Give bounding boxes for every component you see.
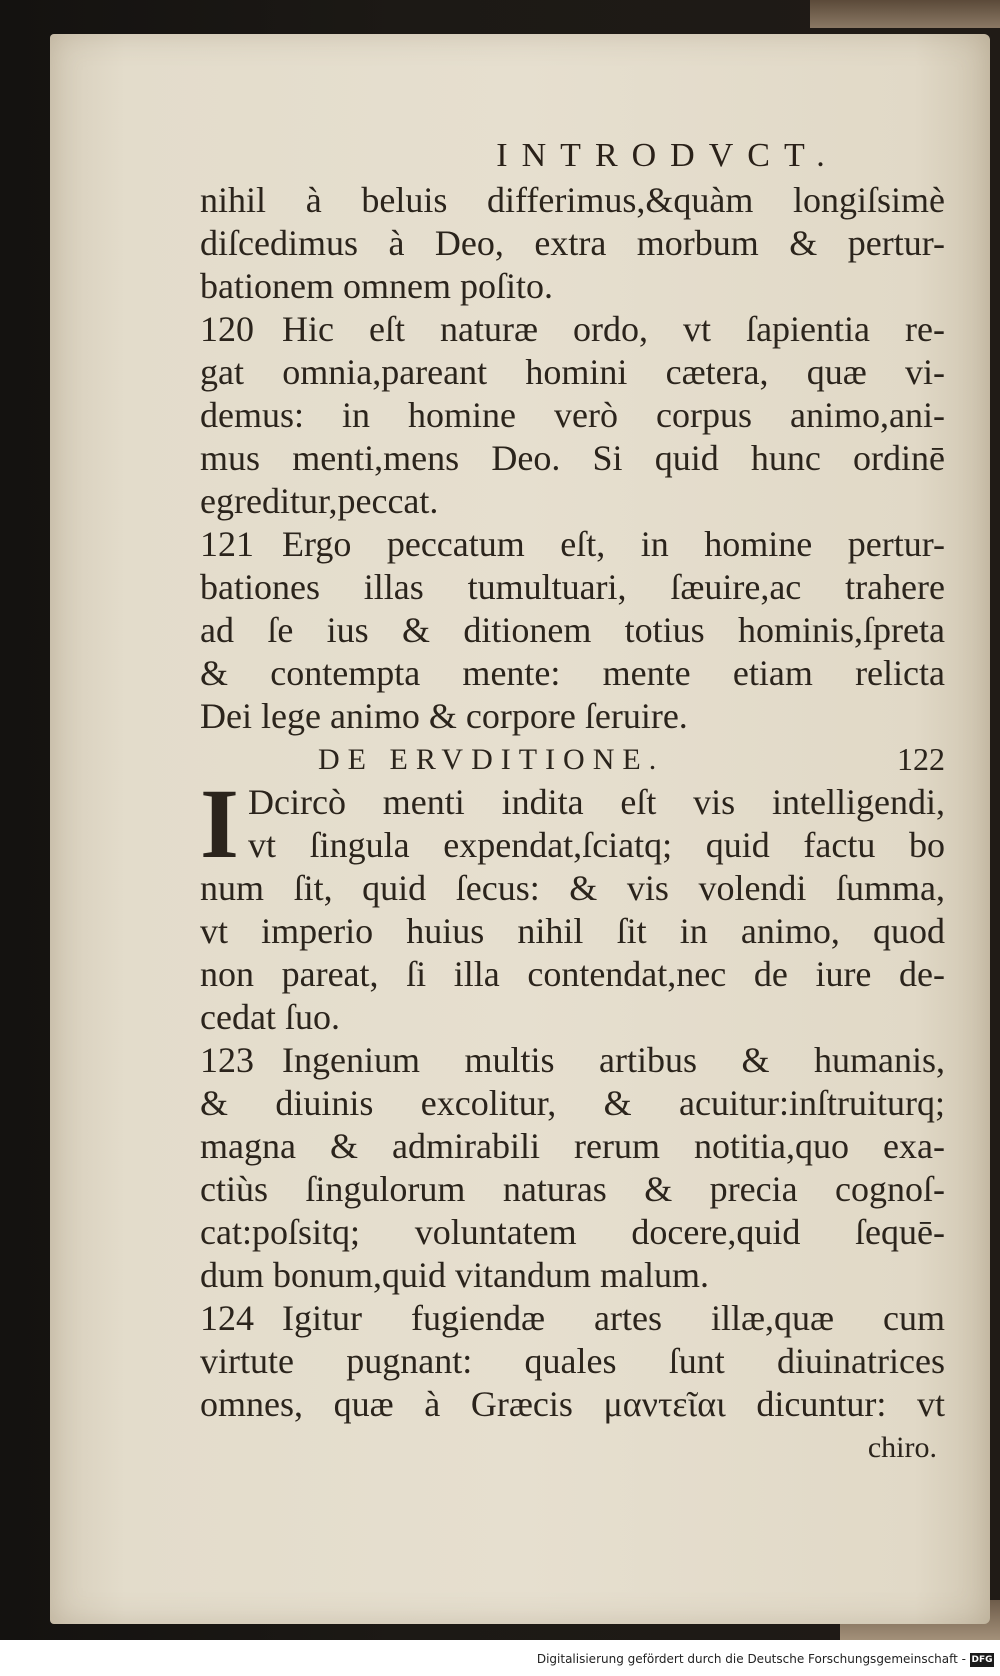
text-line: bationes illas tumultuari, ſæuire,ac trahere: [200, 567, 945, 607]
paragraph-121-first: 121 Ergo peccatum eſt, in homine pertur-: [200, 524, 945, 564]
text-line: cat:poſsitq; voluntatem docere,quid ſequē-: [200, 1212, 945, 1252]
section-heading: [200, 738, 945, 781]
text-line: & contempta mente: mente etiam relicta: [200, 653, 945, 693]
paragraph-123-first: 123 Ingenium multis artibus & humanis,: [200, 1040, 945, 1080]
text-line: ctiùs ſingulorum naturas & precia cognoſ-: [200, 1169, 945, 1209]
paragraph-122: [200, 768, 945, 1039]
section-number: 122: [897, 741, 945, 777]
running-head: INTRODVCT.: [496, 137, 839, 174]
text-line: egreditur,peccat.: [200, 481, 439, 521]
text-line: vt imperio huius nihil ſit in animo, quod: [200, 911, 945, 951]
text-line: cedat ſuo.: [200, 997, 340, 1037]
drop-capital: I: [200, 768, 239, 879]
text-line: diſcedimus à Deo, extra morbum & pertur-: [200, 223, 945, 263]
catchword: chiro.: [867, 1431, 937, 1464]
text-line: non pareat, ſi illa contendat,nec de iure de-: [200, 954, 945, 994]
text-line: gat omnia,pareant homini cætera, quæ vi-: [200, 352, 945, 392]
paragraph-124-first: 124 Igitur fugiendæ artes illæ,quæ cum: [200, 1298, 945, 1338]
book-edge-top: [810, 0, 1000, 28]
text-line: Dei lege animo & corpore ſeruire.: [200, 696, 688, 736]
text-line: magna & admirabili rerum notitia,quo exa-: [200, 1126, 945, 1166]
text-line: Dcircò menti indita eſt vis intelligendi,: [248, 782, 945, 822]
text-line: num ſit, quid ſecus: & vis volendi ſumma,: [200, 868, 945, 908]
dfg-logo-icon: DFG: [971, 1655, 993, 1665]
paragraph-120-first: 120 Hic eſt naturæ ordo, vt ſapientia re-: [200, 309, 945, 349]
paragraph-number: 120: [200, 309, 254, 349]
text-line: omnes, quæ à Græcis μαντεῖαι dicuntur: vt: [200, 1384, 945, 1424]
text-line: demus: in homine verò corpus animo,ani-: [200, 395, 945, 435]
paragraph-number: 121: [200, 524, 254, 564]
text-line: dum bonum,quid vitandum malum.: [200, 1255, 709, 1295]
text-line: mus menti,mens Deo. Si quid hunc ordinē: [200, 438, 945, 478]
section-title: DE ERVDITIONE.: [318, 743, 665, 776]
page-text: [200, 135, 945, 1469]
text-line: bationem omnem poſito.: [200, 266, 553, 306]
text-line: & diuinis excolitur, & acuitur:inſtruiturq;: [200, 1083, 945, 1123]
footer-credit: Digitalisierung gefördert durch die Deutsche Forschungsgemeinschaft -: [536, 1652, 966, 1666]
text-line: nihil à beluis differimus,&quàm longiſsimè: [200, 180, 945, 220]
paragraph-number: 124: [200, 1298, 254, 1338]
text-line: ad ſe ius & ditionem totius hominis,ſpreta: [200, 610, 945, 650]
text-line: vt ſingula expendat,ſciatq; quid factu bo: [248, 825, 945, 865]
paragraph-number: 123: [200, 1040, 254, 1080]
footer-bar: [0, 1640, 1000, 1676]
text-line: virtute pugnant: quales ſunt diuinatrices: [200, 1341, 945, 1381]
